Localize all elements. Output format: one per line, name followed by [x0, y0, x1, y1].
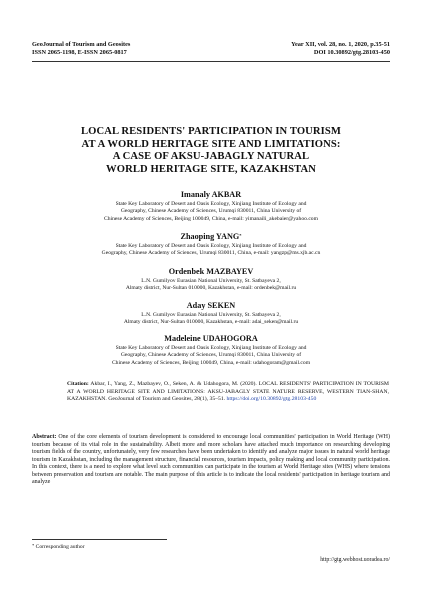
author-affiliation [32, 278, 390, 293]
affiliation-line: Chinese Academy of Sciences, Beijing 100049, China, e-mail: udahogoram@gmail.com [111, 359, 311, 366]
paper-title [32, 126, 390, 176]
author-name: Aday SEKEN [186, 301, 236, 310]
abstract-label: Abstract: [32, 434, 57, 440]
title-line: LOCAL RESIDENTS' PARTICIPATION IN TOURISM [81, 126, 341, 137]
author-affiliation [32, 312, 390, 327]
footnote-marker: * [32, 543, 35, 548]
abstract-block [32, 434, 390, 487]
affiliation-line: Chinese Academy of Sciences, Beijing 100049, China, e-mail: yimanaili_akebaier@yahoo.com [104, 215, 318, 222]
affiliation-line: Almaty district, Nur-Sultan 010000, Kazakhstan, e-mail: adai_seken@mail.ru [123, 319, 299, 326]
affiliation-line: State Key Laboratory of Desert and Oasis Ecology, Xinjiang Institute of Ecology and [115, 201, 307, 207]
author-name-row [32, 232, 390, 242]
affiliation-line: L.N. Gumilyov Eurasian National University, St. Satbayeva 2, [141, 278, 281, 284]
citation-doi-link[interactable]: https://doi.org/10.30892/gtg.28103-450 [226, 396, 317, 403]
author-block [32, 232, 390, 258]
footnote-text: Corresponding author [35, 544, 85, 550]
author-name: Madeleine UDAHOGORA [164, 334, 258, 343]
author-name: Zhaoping YANG [180, 232, 240, 241]
author-block [32, 301, 390, 327]
title-line: A CASE OF AKSU-JABAGLY NATURAL [112, 151, 310, 163]
author-affiliation [32, 201, 390, 223]
author-name: Ordenbek MAZBAYEV [168, 267, 254, 276]
journal-header-left [32, 41, 130, 58]
journal-name: GeoJournal of Tourism and Geosites [32, 41, 131, 48]
author-affiliation [32, 243, 390, 258]
footnote-rule [32, 539, 167, 540]
citation-text: Akbar, I., Yang, Z., Mazbayev, O., Seken, A. & Udahogora, M. (2020). LOCAL RESIDENTS' PARTICIPATION IN TOURISM AT A WORLD HERITAGE SITE AND LIMITATIONS: AKSU-JABAGLY STATE NATURE RESERVE, WESTERN TIAN-SHAN, KAZAKHSTAN. GeoJournal of Tourism and Geosites, 28(1), 35–51. [67, 381, 389, 403]
author-name: Imanaly AKBAR [180, 190, 242, 199]
author-block [32, 334, 390, 367]
author-block [32, 190, 390, 223]
affiliation-line: Geography, Chinese Academy of Sciences, Urumqi 830011, China, e-mail: yangzp@ms.xjb.ac.cn [101, 250, 321, 257]
affiliation-line: L.N. Gumilyov Eurasian National University, St. Satbayeva 2, [141, 312, 281, 318]
journal-issn: ISSN 2065-1198, E-ISSN 2065-0817 [32, 49, 127, 57]
footnote [32, 544, 85, 550]
affiliation-line: State Key Laboratory of Desert and Oasis Ecology, Xinjiang Institute of Ecology and [115, 345, 307, 351]
footer-url[interactable]: http://gtg.webhost.uoradea.ro/ [320, 557, 390, 563]
citation-label: Citation: [67, 381, 89, 387]
journal-header-right [291, 41, 390, 58]
author-affiliation [32, 345, 390, 367]
affiliation-line: Almaty district, Nur-Sultan 010000, Kazakhstan, e-mail: ordenbek@mail.ru [125, 285, 297, 292]
header-rule [32, 61, 390, 62]
corresponding-marker: * [239, 233, 242, 238]
affiliation-line: State Key Laboratory of Desert and Oasis Ecology, Xinjiang Institute of Ecology and [115, 243, 307, 249]
title-line: AT A WORLD HERITAGE SITE AND LIMITATIONS: [81, 138, 341, 150]
title-line: WORLD HERITAGE SITE, KAZAKHSTAN [106, 163, 316, 175]
journal-volume: Year XII, vol. 28, no. 1, 2020, p.35-51 [291, 41, 390, 48]
author-block [32, 267, 390, 293]
journal-doi: DOI 10.30892/gtg.28103-450 [313, 49, 390, 57]
affiliation-line: Geography, Chinese Academy of Sciences, Urumqi 830011, China University of [120, 352, 302, 359]
abstract-text: One of the core elements of tourism development is considered to encourage local communities' participation in World Heritage (WH) tourism because of its vital role in the sustainability. Albeit more and more scholars have attached much importance on researching developing tourism fields of the country, unfortunately, very few researches have been undertaken to identify and analyze major issues in natural world heritage tourism in Kazakhstan, including the management structure, financial resources, tourism impacts, policy making and local community participation. In this context, there is a need to explore what level such communities can participate in the tourism at World Heritage sites (WHS) where tensions between preservation and tourism are notable. The main purpose of this article is to indicate the local residents' participation in heritage tourism and analyze [32, 434, 391, 486]
affiliation-line: Geography, Chinese Academy of Sciences, Urumqi 830011, China University of [120, 208, 302, 215]
citation-block [67, 381, 389, 404]
